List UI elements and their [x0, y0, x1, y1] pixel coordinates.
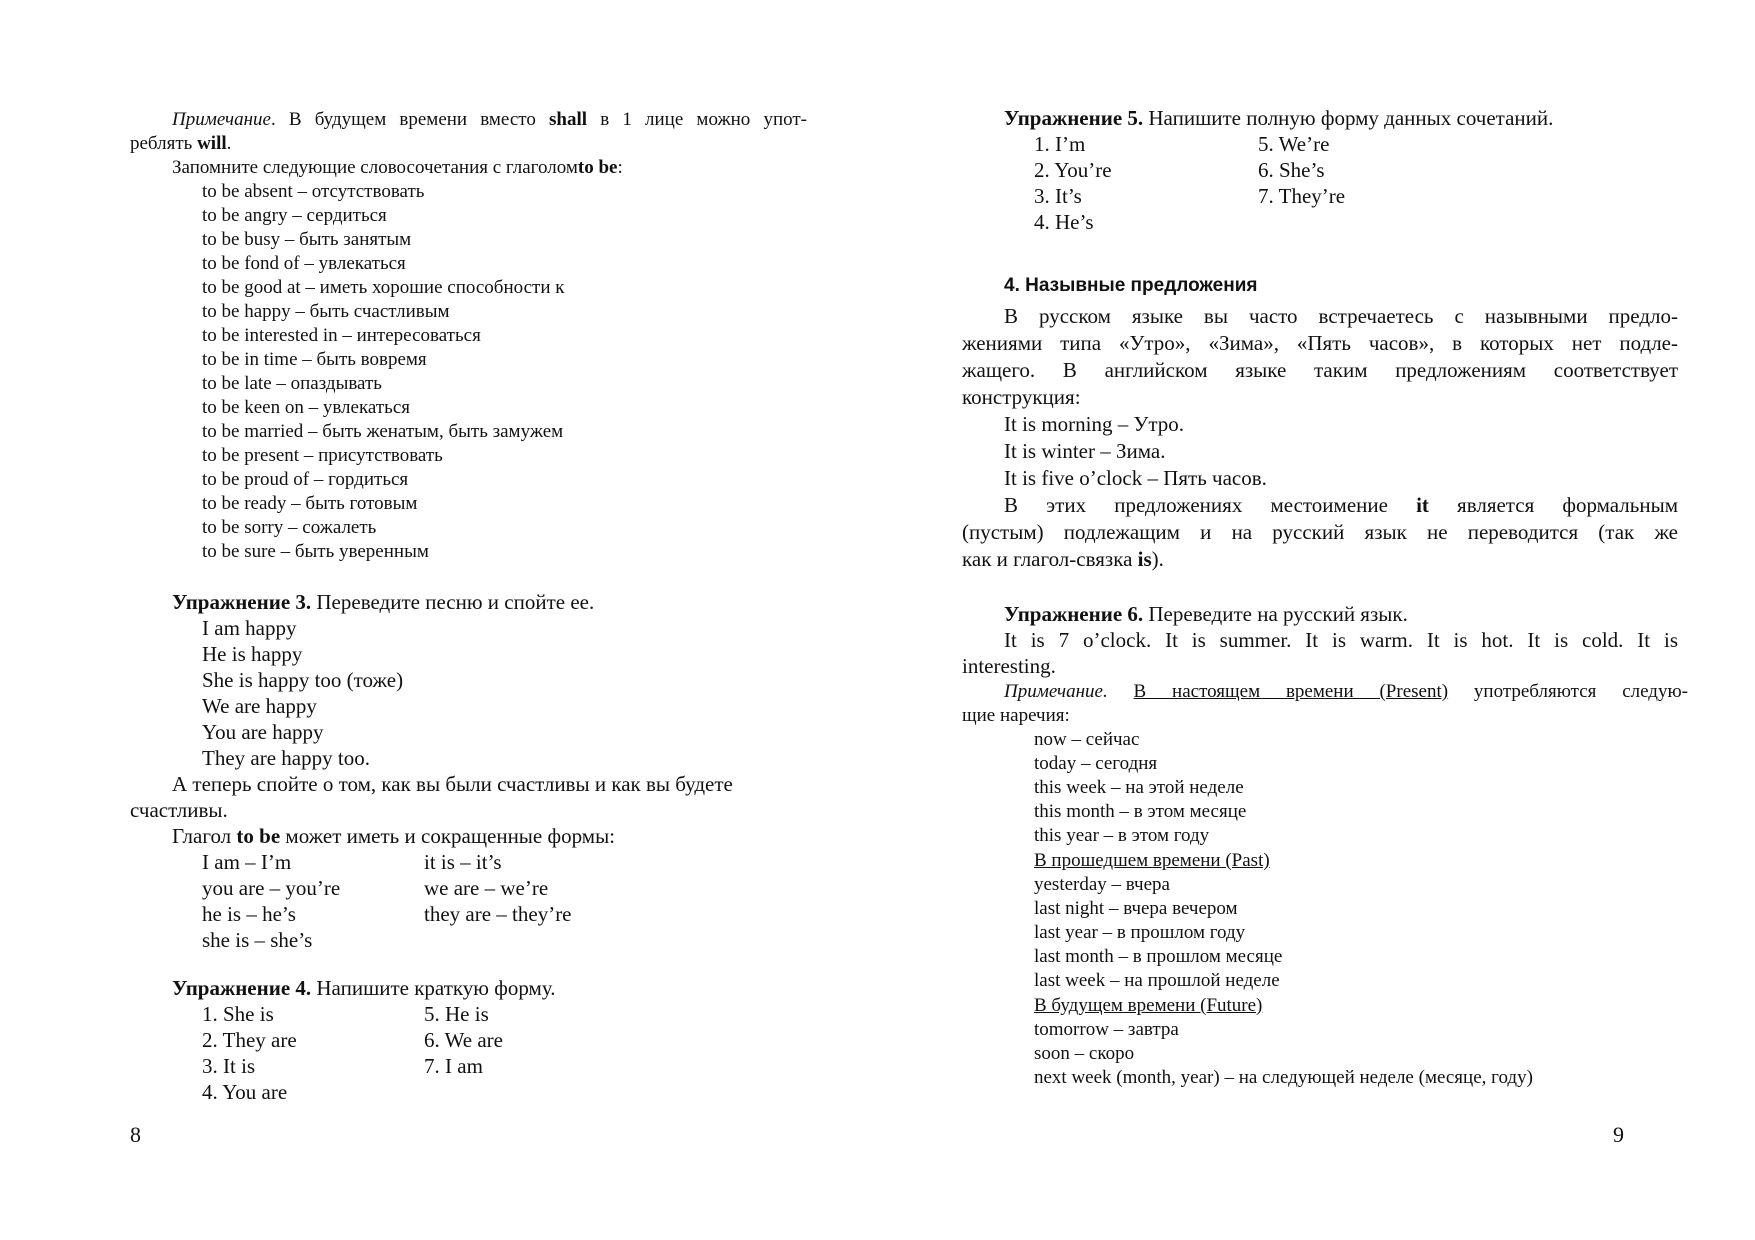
future-title: В будущем времени (Future): [1034, 995, 1263, 1016]
phrase-item: to be proud of – гордиться: [202, 469, 409, 490]
adverb-item: last week – на прошлой неделе: [1034, 970, 1280, 991]
exercise-5-heading: Упражнение 5. Напишите полную форму данных сочетаний.: [1004, 106, 1554, 130]
adverb-item: last year – в прошлом году: [1034, 922, 1246, 943]
exercise-6-heading: Упражнение 6. Переведите на русский язык.: [1004, 602, 1408, 626]
adverb-item: this month – в этом месяце: [1034, 801, 1247, 822]
exercise-3-heading: Упражнение 3. Переведите песню и спойте ее.: [172, 590, 595, 614]
short-form-item: he is – he’s: [202, 902, 296, 926]
exercise-6-line: interesting.: [962, 654, 1056, 678]
paragraph-line: жениями типа «Утро», «Зима», «Пять часов», в которых нет подле-: [962, 331, 1678, 355]
paragraph-line: как и глагол-связка is).: [962, 547, 1164, 571]
exercise-item: 7. They’re: [1258, 184, 1346, 208]
adverb-item: yesterday – вчера: [1034, 874, 1170, 895]
exercise-3-after-2: счастливы.: [130, 798, 228, 822]
phrase-item: to be in time – быть вовремя: [202, 349, 427, 370]
paragraph-line: конструкция:: [962, 385, 1081, 409]
left-page: [0, 0, 877, 1240]
exercise-item: 1. I’m: [1034, 132, 1086, 156]
example-line: It is winter – Зима.: [1004, 439, 1166, 463]
exercise-item: 3. It is: [202, 1054, 256, 1078]
adverb-item: soon – скоро: [1034, 1043, 1135, 1064]
phrase-item: to be happy – быть счастливым: [202, 301, 450, 322]
song-line: They are happy too.: [202, 746, 370, 770]
section-title: 4. Назывные предложения: [1004, 275, 1258, 296]
past-title: В прошедшем времени (Past): [1034, 850, 1270, 871]
short-form-item: I am – I’m: [202, 850, 292, 874]
phrase-item: to be angry – сердиться: [202, 205, 387, 226]
adverb-item: last month – в прошлом месяце: [1034, 946, 1283, 967]
adverb-item: this year – в этом году: [1034, 825, 1210, 846]
exercise-item: 2. You’re: [1034, 158, 1112, 182]
exercise-item: 7. I am: [424, 1054, 483, 1078]
song-line: He is happy: [202, 642, 303, 666]
paragraph-line: (пустым) подлежащим и на русский язык не переводится (так же: [962, 520, 1678, 544]
right-page: [877, 0, 1755, 1240]
note-2-label: Примечание: [1004, 681, 1103, 702]
exercise-6-label: Упражнение 6.: [1004, 602, 1144, 626]
exercise-item: 6. We are: [424, 1028, 503, 1052]
adverb-item: last night – вчера вечером: [1034, 898, 1238, 919]
paragraph-line: В русском языке вы часто встречаетесь с назывными предло-: [1004, 304, 1678, 328]
short-form-item: we are – we’re: [424, 876, 549, 900]
short-form-item: she is – she’s: [202, 928, 313, 952]
song-line: You are happy: [202, 720, 324, 744]
shall-keyword: shall: [549, 109, 588, 130]
phrase-item: to be absent – отсутствовать: [202, 181, 425, 202]
phrase-item: to be present – присутствовать: [202, 445, 443, 466]
note-line-1: Примечание. В будущем времени вместо shall в 1 лице можно упот-: [172, 109, 807, 130]
exercise-item: 4. You are: [202, 1080, 288, 1104]
note-2-line-1: Примечание. В настоящем времени (Present) употребляются следую-: [1004, 681, 1688, 702]
will-keyword: will: [197, 133, 227, 154]
song-line: We are happy: [202, 694, 317, 718]
adverb-item: next week (month, year) – на следующей неделе (месяце, году): [1034, 1067, 1533, 1088]
exercise-item: 4. He’s: [1034, 210, 1094, 234]
note-line-2: реблять will.: [130, 133, 232, 154]
page-number-right: 9: [1613, 1122, 1624, 1147]
exercise-5-label: Упражнение 5.: [1004, 106, 1144, 130]
song-line: She is happy too (тоже): [202, 668, 404, 692]
page-number-left: 8: [130, 1122, 141, 1147]
exercise-4-label: Упражнение 4.: [172, 976, 312, 1000]
short-form-item: it is – it’s: [424, 850, 502, 874]
adverb-item: this week – на этой неделе: [1034, 777, 1244, 798]
memo-line: Запомните следующие словосочетания с глаголомto be:: [172, 157, 623, 178]
exercise-item: 3. It’s: [1034, 184, 1082, 208]
exercise-6-line: It is 7 o’clock. It is summer. It is warm. It is hot. It is cold. It is: [1004, 628, 1678, 652]
phrase-item: to be good at – иметь хорошие способности к: [202, 277, 565, 298]
phrase-item: to be interested in – интересоваться: [202, 325, 481, 346]
example-line: It is morning – Утро.: [1004, 412, 1185, 436]
exercise-item: 2. They are: [202, 1028, 297, 1052]
exercise-3-label: Упражнение 3.: [172, 590, 312, 614]
paragraph-line: В этих предложениях местоимение it является формальным: [1004, 493, 1678, 517]
phrase-item: to be ready – быть готовым: [202, 493, 418, 514]
example-line: It is five o’clock – Пять часов.: [1004, 466, 1267, 490]
phrase-item: to be fond of – увлекаться: [202, 253, 406, 274]
short-form-item: they are – they’re: [424, 902, 572, 926]
short-forms-intro: Глагол to be может иметь и сокращенные формы:: [172, 824, 616, 848]
exercise-item: 5. He is: [424, 1002, 489, 1026]
note-2-line-2: щие наречия:: [962, 705, 1070, 726]
phrase-item: to be late – опаздывать: [202, 373, 382, 394]
phrase-item: to be married – быть женатым, быть замужем: [202, 421, 564, 442]
phrase-item: to be busy – быть занятым: [202, 229, 412, 250]
phrase-item: to be keen on – увлекаться: [202, 397, 410, 418]
exercise-3-after-1: А теперь спойте о том, как вы были счастливы и как вы будете: [172, 772, 733, 796]
exercise-4-heading: Упражнение 4. Напишите краткую форму.: [172, 976, 556, 1000]
phrase-item: to be sure – быть уверенным: [202, 541, 429, 562]
adverb-item: today – сегодня: [1034, 753, 1158, 774]
paragraph-line: жащего. В английском языке таким предложениям соответствует: [962, 358, 1678, 382]
exercise-item: 5. We’re: [1258, 132, 1330, 156]
adverb-item: tomorrow – завтра: [1034, 1019, 1179, 1040]
exercise-item: 6. She’s: [1258, 158, 1325, 182]
short-form-item: you are – you’re: [202, 876, 341, 900]
note-label: Примечание: [172, 109, 271, 130]
exercise-item: 1. She is: [202, 1002, 274, 1026]
phrase-item: to be sorry – сожалеть: [202, 517, 377, 538]
adverb-item: now – сейчас: [1034, 729, 1140, 750]
song-line: I am happy: [202, 616, 297, 640]
